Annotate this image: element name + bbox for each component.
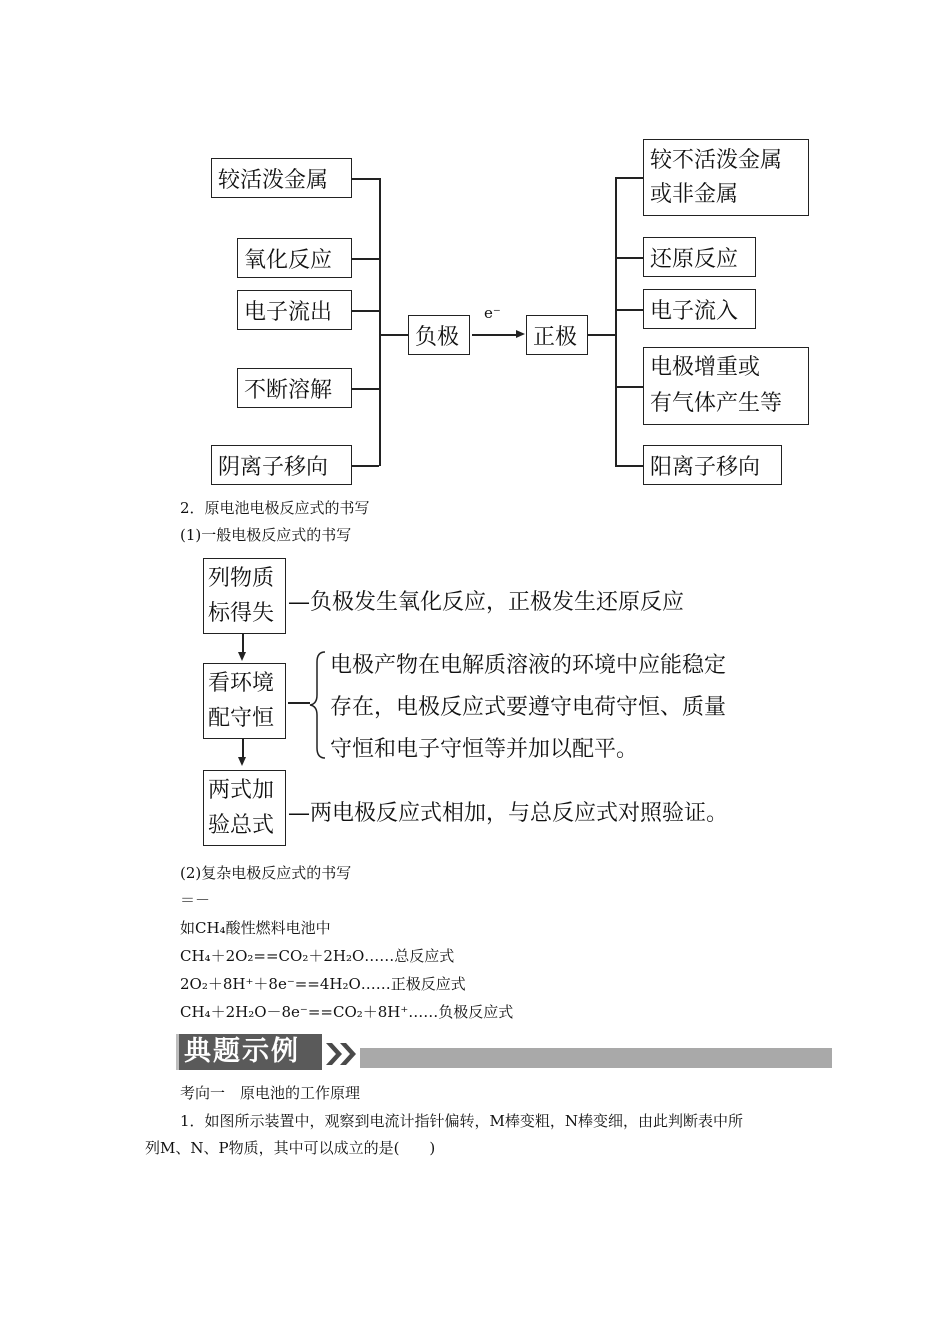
subheading-general: (1)一般电极反应式的书写 <box>180 526 352 544</box>
step-1-line1: 列物质 <box>208 566 275 591</box>
step-2-description-line2: 存在，电极反应式要遵守电荷守恒、质量 <box>330 695 727 720</box>
left-item-dissolve: 不断溶解 <box>237 368 352 408</box>
right-item-mass-gain <box>643 347 809 425</box>
right-item-mass-gain-line2: 有气体产生等 <box>650 391 783 416</box>
right-connector <box>615 386 643 388</box>
question-1-line2: 列M、N、P物质，其中可以成立的是( ) <box>145 1139 436 1157</box>
step-3-description: —两电极反应式相加，与总反应式对照验证。 <box>288 801 729 826</box>
equation-marker: ＝－ <box>180 891 211 909</box>
curly-brace <box>309 650 329 760</box>
double-chevron-icon <box>324 1040 360 1068</box>
left-connector <box>352 178 379 180</box>
electron-arrow-shaft <box>472 334 520 336</box>
equation-negative: CH₄＋2H₂O－8e⁻==CO₂＋8H⁺……负极反应式 <box>180 1003 514 1021</box>
positive-electrode-box: 正极 <box>526 315 588 355</box>
right-item-less-active-line1: 较不活泼金属 <box>650 148 783 173</box>
left-item-active-metal: 较活泼金属 <box>211 158 352 198</box>
right-bracket-join <box>588 334 616 336</box>
left-bracket <box>379 178 381 466</box>
left-connector <box>352 388 379 390</box>
step-3-line1: 两式加 <box>208 778 275 803</box>
right-connector <box>615 177 643 179</box>
step-2-line2: 配守恒 <box>208 706 275 731</box>
subheading-complex: (2)复杂电极反应式的书写 <box>180 864 352 882</box>
right-item-electron-in: 电子流入 <box>643 289 756 329</box>
step-2-description-line3: 守恒和电子守恒等并加以配平。 <box>330 737 639 762</box>
left-item-electron-out: 电子流出 <box>237 290 352 330</box>
step-3-line2: 验总式 <box>208 813 275 838</box>
example-intro: 如CH₄酸性燃料电池中 <box>180 919 331 937</box>
right-connector <box>615 309 643 311</box>
right-item-less-active-line2: 或非金属 <box>650 182 739 207</box>
flow-arrow-head <box>238 652 246 661</box>
right-item-cation: 阳离子移向 <box>643 445 782 485</box>
step-2-dash <box>288 702 310 704</box>
section-heading: 2．原电池电极反应式的书写 <box>180 499 370 517</box>
right-item-mass-gain-line1: 电极增重或 <box>650 355 761 380</box>
right-connector <box>615 465 643 467</box>
left-connector <box>352 310 379 312</box>
negative-electrode-box: 负极 <box>408 315 470 355</box>
equation-positive: 2O₂＋8H⁺＋8e⁻==4H₂O……正极反应式 <box>180 975 466 993</box>
left-connector <box>352 258 379 260</box>
left-connector <box>352 465 379 467</box>
step-2-line1: 看环境 <box>208 671 275 696</box>
step-box-check-environment <box>203 663 286 739</box>
left-item-anion: 阴离子移向 <box>211 445 352 485</box>
step-2-description-line1: 电极产物在电解质溶液的环境中应能稳定 <box>330 653 727 678</box>
right-connector <box>615 257 643 259</box>
left-bracket-join <box>379 334 409 336</box>
question-1-line1: 1．如图所示装置中，观察到电流计指针偏转，M棒变粗，N棒变细，由此判断表中所 <box>180 1112 744 1130</box>
right-bracket <box>615 177 617 466</box>
step-1-line2: 标得失 <box>208 601 275 626</box>
right-item-reduction: 还原反应 <box>643 237 756 277</box>
right-item-less-active <box>643 139 809 216</box>
exam-direction: 考向一 原电池的工作原理 <box>180 1084 361 1102</box>
banner-title: 典题示例 <box>176 1034 322 1070</box>
electron-arrow-head <box>516 330 525 338</box>
banner-bar <box>360 1048 832 1068</box>
step-box-list-substances <box>203 558 286 634</box>
equation-total: CH₄＋2O₂==CO₂＋2H₂O……总反应式 <box>180 947 455 965</box>
left-item-oxidation: 氧化反应 <box>237 238 352 278</box>
banner-accent <box>176 1034 179 1070</box>
electron-label: e⁻ <box>484 304 501 322</box>
step-box-verify-total <box>203 770 286 846</box>
flow-arrow-head <box>238 757 246 766</box>
step-1-description: —负极发生氧化反应，正极发生还原反应 <box>288 590 685 615</box>
